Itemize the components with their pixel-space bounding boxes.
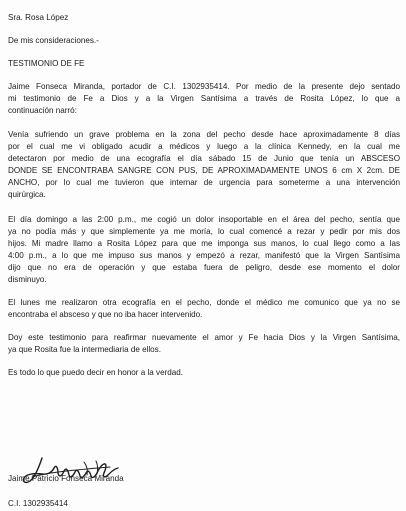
intro-line: Jaime Fonseca Miranda, portador de C.I. 1302935414. Por medio de la presente dejo sentado	[8, 82, 400, 91]
greeting: De mis consideraciones.-	[8, 36, 99, 45]
paragraph1-line: por el cual me vi obligado acudir a médicos y luego a la clínica Kennedy, en la cual me	[8, 142, 400, 151]
paragraph4-line: Doy este testimonio para reafirmar nuevamente el amor y Fe hacia Dios y la Virgen Santísima,	[8, 333, 400, 342]
paragraph1-line: quirúrgica.	[8, 190, 46, 199]
paragraph2-line: ya no podía más y que simplemente ya me moría, lo cual comencé a rezar y pedir por mis dos	[8, 227, 400, 236]
closing-line: Es todo lo que puedo decir en honor a la verdad.	[8, 368, 184, 377]
paragraph1-line: detectaron por medio de una ecografía el día sábado 15 de Junio que tenía un ABSCESO	[8, 154, 400, 163]
recipient: Sra. Rosa López	[8, 13, 69, 22]
signer-name: Jaime Patricio Fonseca Miranda	[8, 474, 124, 483]
intro-line: continuación narró:	[8, 106, 77, 115]
paragraph1-line: ANCHO, por lo cual me tuvieron que internar de urgencia para someterme a una intervención	[8, 178, 400, 187]
paragraph4-line: ya que Rosita fue la intermediaria de ellos.	[8, 345, 161, 354]
intro-line: mi testimonio de Fe a Dios y a la Virgen Santísima a través de Rosita López, lo que a	[8, 94, 400, 103]
letter-title: TESTIMONIO DE FE	[8, 59, 85, 68]
paragraph3-line: encontraba el absceso y que no iba hacer intervenido.	[8, 310, 203, 319]
paragraph2-line: 4:00 p.m., a lo que me impuso sus manos y empezó a rezar, manifestó que la Virgen Santísima	[8, 251, 400, 260]
paragraph3-line: El lunes me realizaron otra ecografía en el pecho, donde el médico me comunico que ya no se	[8, 298, 400, 307]
paragraph2-line: dijo que no era de operación y que estaba fuera de peligro, desde ese momento el dolor	[8, 263, 400, 272]
paragraph2-line: El día domingo a las 2:00 p.m., me cogió un dolor insoportable en el área del pecho, sentía que	[8, 215, 400, 224]
paragraph2-line: disminuyo.	[8, 275, 47, 284]
signer-id: C.I. 1302935414	[8, 499, 68, 508]
paragraph1-line: Venía sufriendo un grave problema en la zona del pecho desde hace aproximadamente 8 días	[8, 130, 400, 139]
paragraph1-line: DONDE SE ENCONTRABA SANGRE CON PUS, DE APROXIMADAMENTE UNOS 6 cm X 2cm. DE	[8, 166, 400, 175]
paragraph2-line: hijos. Mi madre llamo a Rosita López para que me imponga sus manos, lo cual llego como a las	[8, 239, 400, 248]
